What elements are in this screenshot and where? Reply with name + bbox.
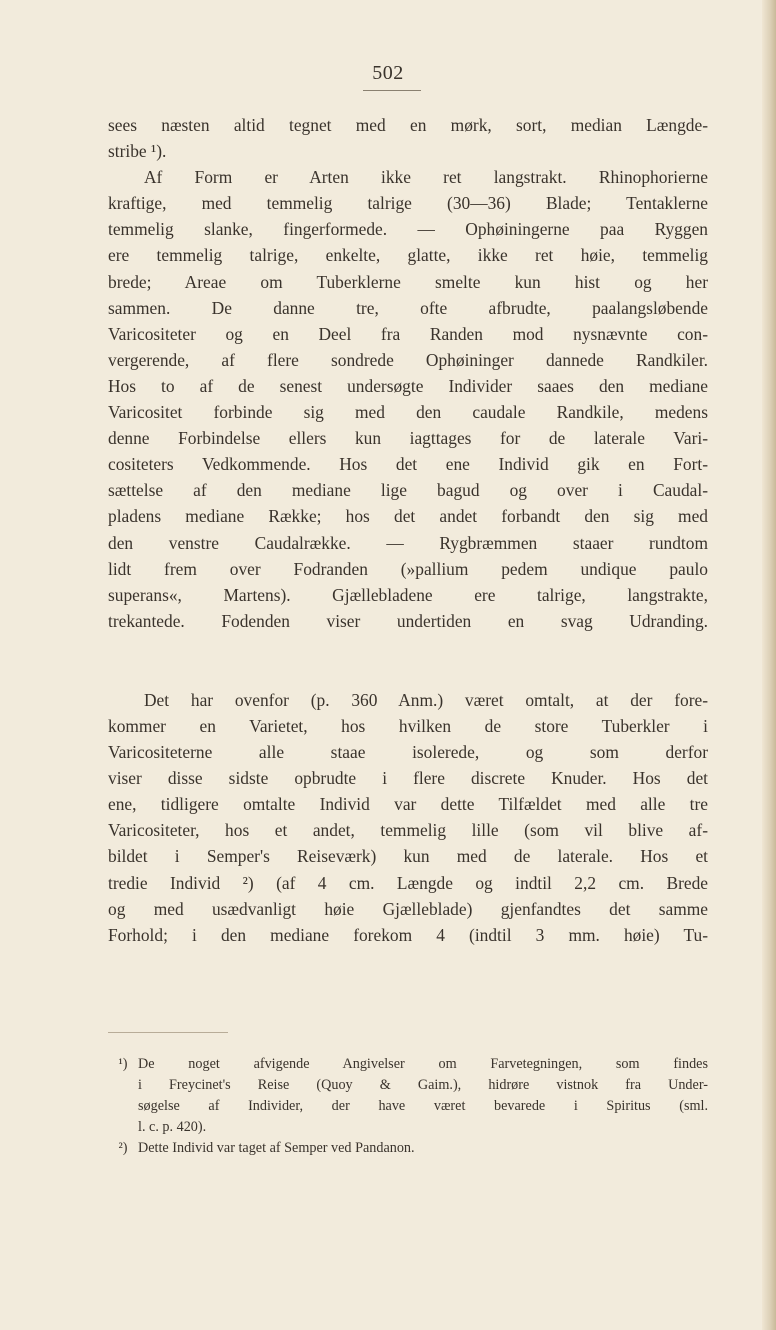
paragraph-gap	[108, 634, 708, 687]
paragraph-2	[108, 164, 708, 634]
text-line: Varicositet forbinde sig med den caudale Randkile, medens	[108, 402, 708, 423]
text-line: cositeters Vedkommende. Hos det ene Individ gik en Fort-	[108, 454, 708, 475]
text-line: Dette Individ var taget af Semper ved Pandanon.	[138, 1140, 415, 1156]
text-line: brede; Areae om Tuberklerne smelte kun hist og her	[108, 271, 708, 292]
footnote-1	[108, 1054, 708, 1138]
body-text	[108, 112, 708, 948]
paragraph-3	[108, 687, 708, 948]
text-line: temmelig slanke, fingerformede. — Ophøiningerne paa Ryggen	[108, 219, 708, 240]
text-line: trekantede. Fodenden viser undertiden en svag Udranding.	[108, 610, 708, 631]
footnote-text	[138, 1138, 708, 1159]
text-line: viser disse sidste opbrudte i flere discrete Knuder. Hos det	[108, 768, 708, 789]
text-line: Varicositeter og en Deel fra Randen mod nysnævnte con-	[108, 323, 708, 344]
footnote-text	[138, 1054, 708, 1138]
text-line: kommer en Varietet, hos hvilken de store Tuberkler i	[108, 715, 708, 736]
text-line: Varicositeterne alle staae isolerede, og som derfor	[108, 742, 708, 763]
text-line: De noget afvigende Angivelser om Farvetegningen, som findes	[138, 1056, 708, 1072]
footnote-marker: ¹)	[118, 1056, 128, 1072]
text-line: søgelse af Individer, der have været bevarede i Spiritus (sml.	[138, 1098, 708, 1114]
text-line: tredie Individ ²) (af 4 cm. Længde og indtil 2,2 cm. Brede	[108, 872, 708, 893]
text-line: den venstre Caudalrække. — Rygbræmmen staaer rundtom	[108, 532, 708, 553]
text-line: superans«, Martens). Gjællebladene ere talrige, langstrakte,	[108, 584, 708, 605]
text-line: sees næsten altid tegnet med en mørk, sort, median Længde-	[108, 115, 708, 135]
footnotes	[108, 1054, 708, 1159]
text-line: stribe ¹).	[108, 141, 167, 162]
text-line: Varicositeter, hos et andet, temmelig lille (som vil blive af-	[108, 820, 708, 841]
text-line: denne Forbindelse ellers kun iagttages for de laterale Vari-	[108, 428, 708, 449]
paragraph-1	[108, 112, 708, 164]
text-line: lidt frem over Fodranden (»pallium pedem undique paulo	[108, 558, 708, 579]
footnote-rule	[108, 1032, 228, 1033]
text-line: kraftige, med temmelig talrige (30—36) Blade; Tentaklerne	[108, 193, 708, 214]
text-line: bildet i Semper's Reiseværk) kun med de laterale. Hos et	[108, 846, 708, 867]
page-number-rule	[363, 90, 421, 91]
text-line: sættelse af den mediane lige bagud og over i Caudal-	[108, 480, 708, 501]
footnote-2	[108, 1138, 708, 1159]
text-line: ere temmelig talrige, enkelte, glatte, ikke ret høie, temmelig	[108, 245, 708, 266]
footnote-marker: ²)	[118, 1140, 128, 1156]
text-line: og med usædvanligt høie Gjælleblade) gjenfandtes det samme	[108, 898, 708, 919]
text-line: Hos to af de senest undersøgte Individer saaes den mediane	[108, 375, 708, 396]
text-line: Det har ovenfor (p. 360 Anm.) været omtalt, at der fore-	[144, 689, 708, 710]
text-line: vergerende, af flere sondrede Ophøininger dannede Randkiler.	[108, 349, 708, 370]
text-line: l. c. p. 420).	[138, 1119, 207, 1135]
text-line: Forhold; i den mediane forekom 4 (indtil 3 mm. høie) Tu-	[108, 924, 708, 945]
text-line: pladens mediane Række; hos det andet forbandt den sig med	[108, 506, 708, 527]
text-line: Af Form er Arten ikke ret langstrakt. Rhinophorierne	[144, 167, 708, 188]
text-line: ene, tidligere omtalte Individ var dette Tilfældet med alle tre	[108, 794, 708, 815]
page-edge-shadow	[762, 0, 776, 1330]
text-line: sammen. De danne tre, ofte afbrudte, paalangsløbende	[108, 297, 708, 318]
text-line: i Freycinet's Reise (Quoy & Gaim.), hidrøre vistnok fra Under-	[138, 1077, 708, 1093]
page-number: 502	[372, 62, 404, 84]
